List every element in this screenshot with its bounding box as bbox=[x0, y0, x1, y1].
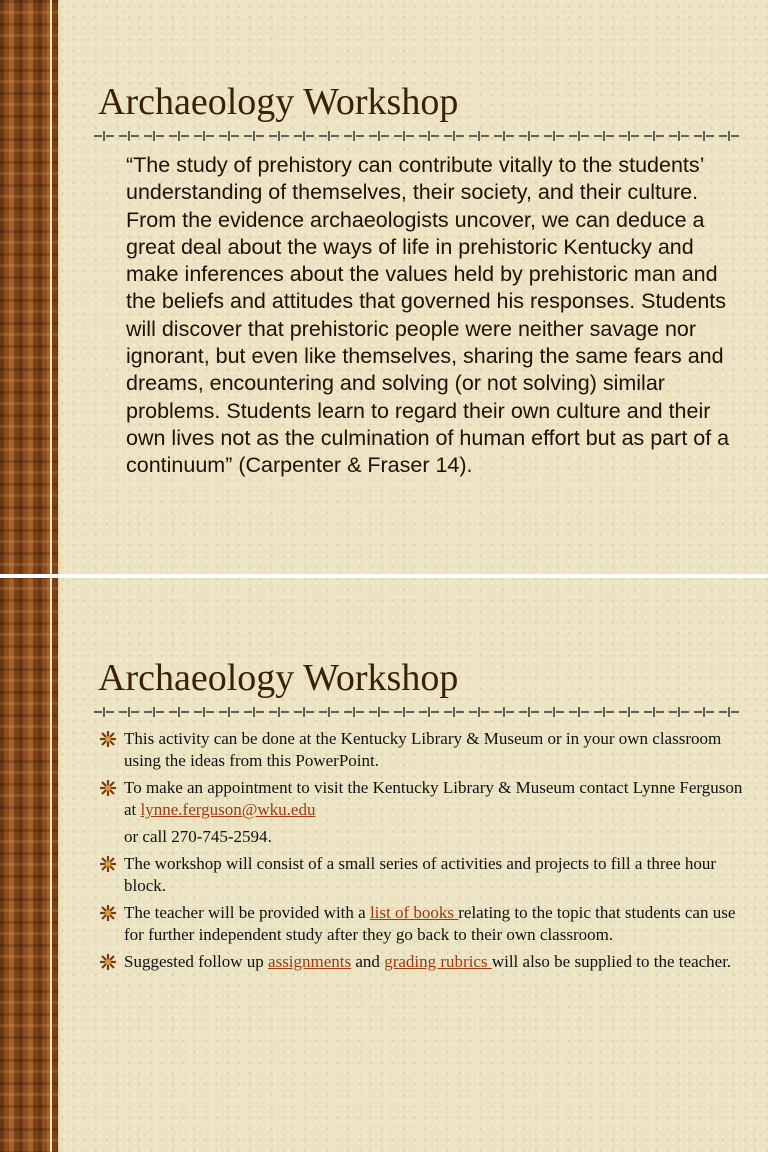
list-item bbox=[96, 951, 746, 973]
title-rule bbox=[92, 706, 742, 718]
bullet-text: or call 270-745-2594. bbox=[124, 827, 272, 846]
bullet-text: To make an appointment to visit the Kentucky Library & Museum contact Lynne Ferguson at bbox=[124, 778, 743, 819]
email-link[interactable]: lynne.ferguson@wku.edu bbox=[140, 800, 316, 819]
starburst-bullet-icon bbox=[98, 855, 118, 873]
bullet-text: Suggested follow up bbox=[124, 952, 269, 971]
bullet-text: will also be supplied to the teacher. bbox=[491, 952, 732, 971]
slide-title: Archaeology Workshop bbox=[98, 657, 459, 699]
bullet-text: The teacher will be provided with a bbox=[124, 903, 370, 922]
list-item bbox=[96, 777, 746, 821]
starburst-bullet-icon bbox=[98, 779, 118, 797]
list-item bbox=[96, 728, 746, 772]
title-rule bbox=[92, 130, 742, 142]
wood-border bbox=[0, 0, 60, 576]
wood-border bbox=[0, 576, 60, 1152]
bullet-text: This activity can be done at the Kentucky Library & Museum or in your own classroom using the ideas from this PowerPoint. bbox=[124, 729, 722, 770]
slide-divider bbox=[0, 574, 768, 578]
bullet-text: The workshop will consist of a small series of activities and projects to fill a three hour block. bbox=[124, 854, 717, 895]
starburst-bullet-icon bbox=[98, 953, 118, 971]
slide-title: Archaeology Workshop bbox=[98, 81, 459, 123]
starburst-bullet-icon bbox=[98, 904, 118, 922]
assignments-link[interactable]: assignments bbox=[268, 952, 352, 971]
list-item bbox=[96, 902, 746, 946]
bullet-text: and bbox=[351, 952, 385, 971]
bullet-text: relating to the topic that students can use for further independent study after they go back to their own classroom. bbox=[124, 903, 736, 944]
starburst-bullet-icon bbox=[98, 730, 118, 748]
quote-paragraph: “The study of prehistory can contribute vitally to the students’ understanding of themselves, their society, and their culture. From the evidence archaeologists uncover, we can deduce a great deal about the ways of life in prehistoric Kentucky and make inferences about the values held by prehistoric man and the beliefs and attitudes that governed his responses. Students will discover that prehistoric people were neither savage nor ignorant, but even like themselves, sharing the same fears and dreams, encountering and solving (or not solving) similar problems. Students learn to regard their own culture and their own lives not as the culmination of human effort but as part of a continuum” (Carpenter & Fraser 14). bbox=[126, 153, 730, 478]
list-item-continuation bbox=[96, 826, 746, 848]
grading-rubrics-link[interactable]: grading rubrics bbox=[384, 952, 492, 971]
list-of-books-link[interactable]: list of books bbox=[369, 903, 459, 922]
slide-2 bbox=[0, 576, 768, 1152]
list-item bbox=[96, 853, 746, 897]
bullet-list bbox=[96, 728, 746, 978]
